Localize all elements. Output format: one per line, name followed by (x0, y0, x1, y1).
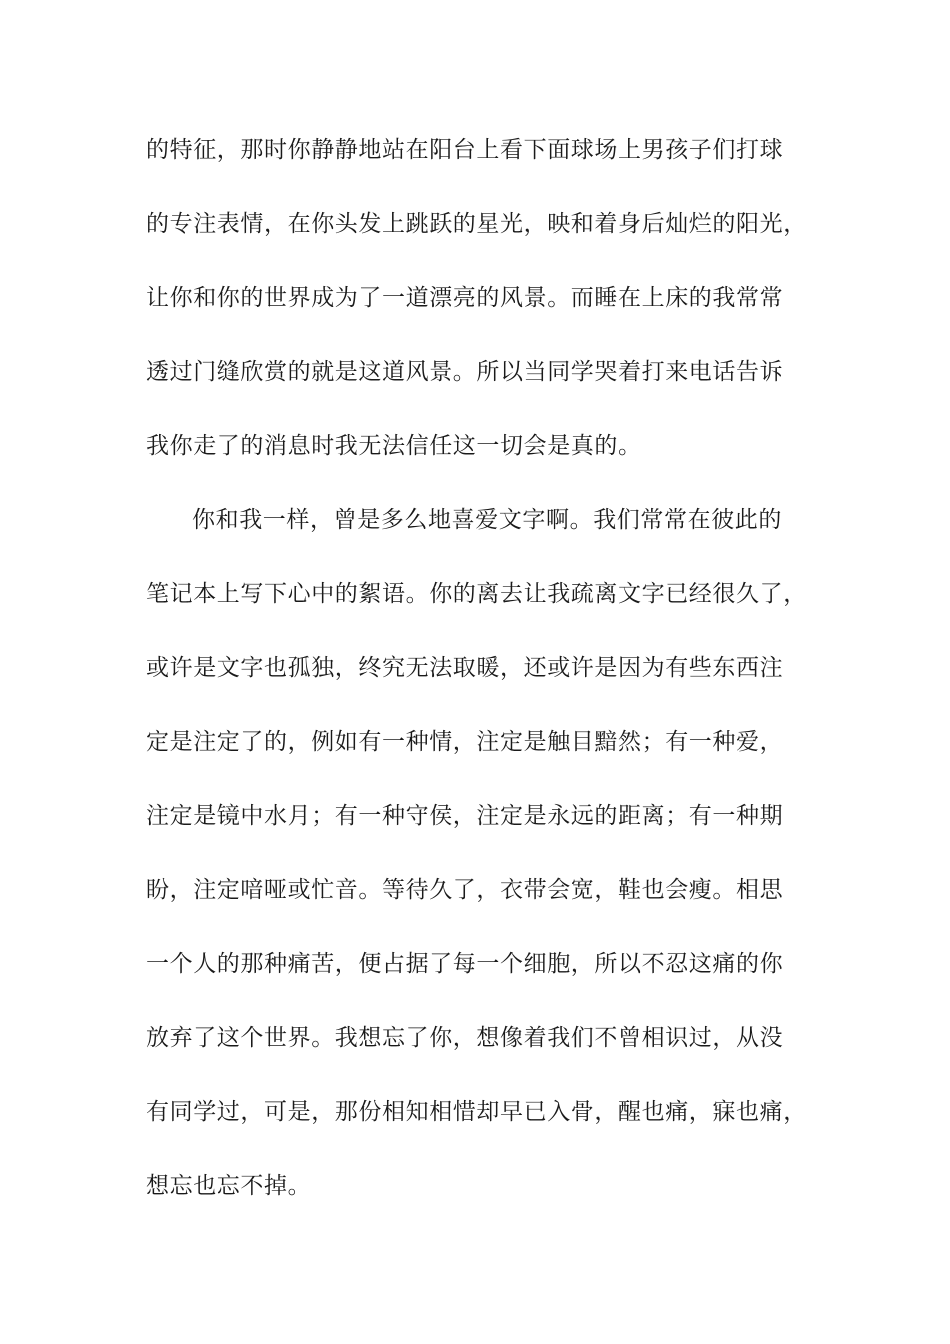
text-line: 一个人的那种痛苦，便占据了每一个细胞，所以不忍这痛的你 (146, 951, 784, 977)
text-line: 笔记本上写下心中的絮语。你的离去让我疏离文字已经很久了， (146, 581, 807, 607)
text-line: 我你走了的消息时我无法信任这一切会是真的。 (146, 433, 642, 459)
text-line: 或许是文字也孤独，终究无法取暖，还或许是因为有些东西注 (146, 655, 784, 681)
text-line: 透过门缝欣赏的就是这道风景。所以当同学哭着打来电话告诉 (146, 359, 784, 385)
text-line: 放弃了这个世界。我想忘了你，想像着我们不曾相识过，从没 (146, 1025, 784, 1051)
text-line: 有同学过，可是，那份相知相惜却早已入骨，醒也痛，寐也痛， (146, 1099, 807, 1125)
text-line: 想忘也忘不掉。 (146, 1173, 312, 1199)
text-line: 的特征，那时你静静地站在阳台上看下面球场上男孩子们打球 (146, 137, 784, 163)
text-line-indented: 你和我一样，曾是多么地喜爱文字啊。我们常常在彼此的 (192, 507, 782, 533)
text-line: 的专注表情，在你头发上跳跃的星光，映和着身后灿烂的阳光， (146, 211, 807, 237)
text-line: 让你和你的世界成为了一道漂亮的风景。而睡在上床的我常常 (146, 285, 784, 311)
text-line: 注定是镜中水月；有一种守侯，注定是永远的距离；有一种期 (146, 803, 784, 829)
text-line: 盼，注定喑哑或忙音。等待久了，衣带会宽，鞋也会瘦。相思 (146, 877, 784, 903)
text-line: 定是注定了的，例如有一种情，注定是触目黯然；有一种爱， (146, 729, 784, 755)
